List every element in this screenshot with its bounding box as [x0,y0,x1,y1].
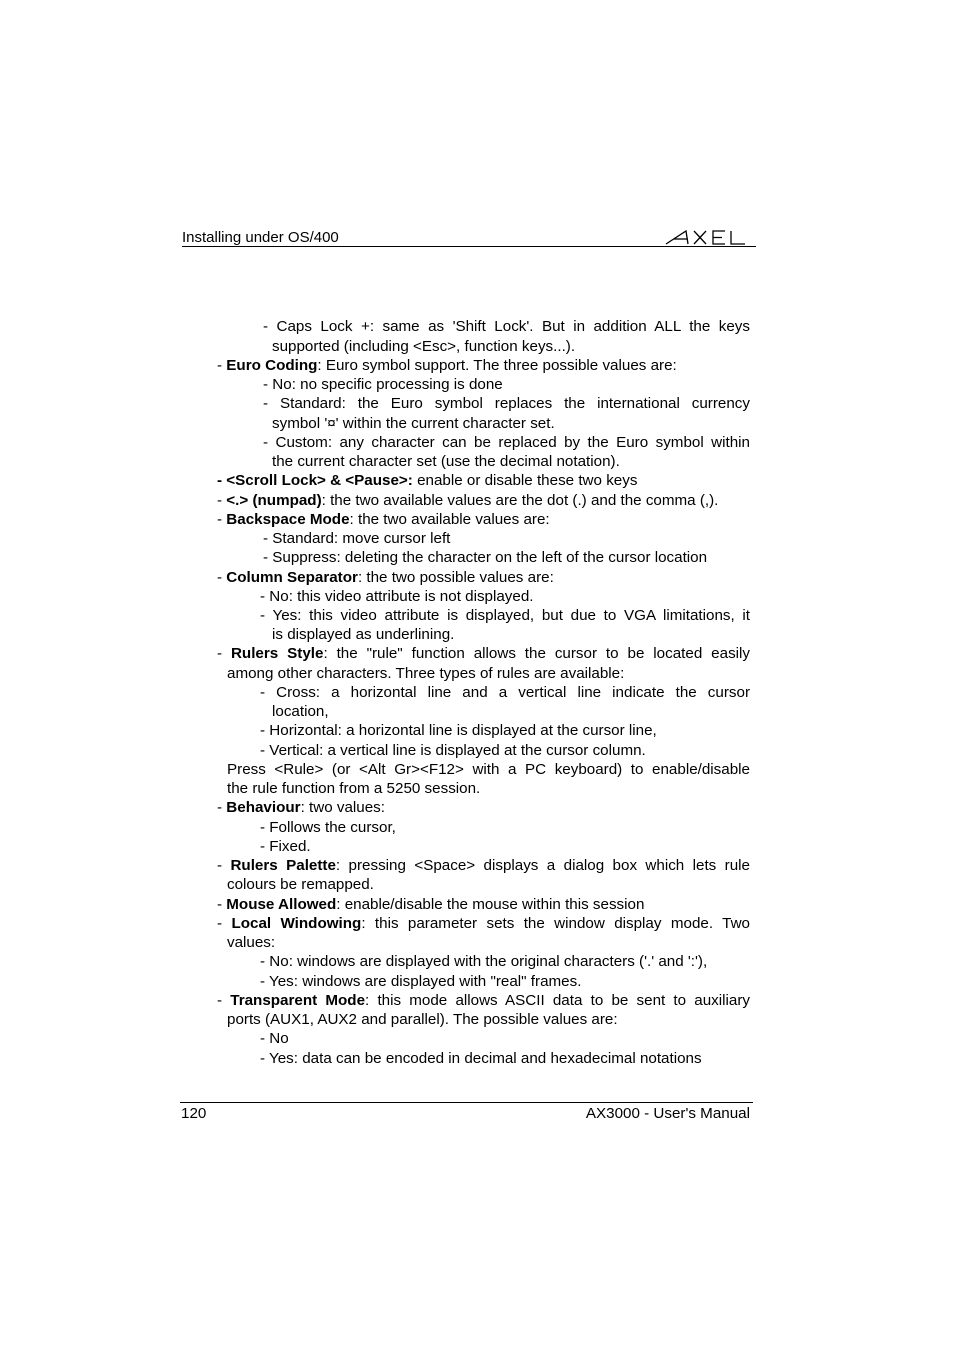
numpad-desc: : the two available values are the dot (.) and the comma (,). [321,492,719,509]
numpad-item: - <.> (numpad): the two available values are the dot (.) and the comma (,). [217,492,719,509]
rulers-palette-item [217,856,750,875]
scroll-lock-item [217,471,637,490]
rulers-cross-text: - Cross: a horizontal line and a vertical line indicate the cursor [260,684,750,701]
column-separator-item: - Column Separator: the two possible values are: [217,569,554,586]
behaviour-label: Behaviour [226,799,301,816]
press-rule-cont: the rule function from a 5250 session. [227,780,481,797]
transparent-mode-head: - Transparent Mode: this mode allows ASCII data to be sent to auxiliary [217,992,750,1009]
caps-lock-cont: supported (including <Esc>, function keys...). [272,338,576,355]
mouse-allowed-item: - Mouse Allowed: enable/disable the mouse within this session [217,896,645,913]
euro-coding-item: - Euro Coding: Euro symbol support. The three possible values are: [217,357,677,374]
column-separator-yes [260,606,750,625]
press-rule-text: Press <Rule> (or <Alt Gr><F12> with a PC keyboard) to enable/disable [227,761,750,778]
rulers-palette-cont: colours be remapped. [227,876,374,893]
euro-no: - No: no specific processing is done [263,376,503,393]
transparent-mode-item [217,991,750,1010]
backspace-item: - Backspace Mode: the two available values are: [217,511,550,528]
euro-custom-cont: the current character set (use the decimal notation). [272,453,620,470]
behaviour-fixed: - Fixed. [260,838,311,855]
rulers-cross-cont: location, [272,703,329,720]
caps-lock-text: - Caps Lock +: same as 'Shift Lock'. But in addition ALL the keys [263,318,750,335]
local-windowing-desc: : this parameter sets the window display mode. Two [361,915,750,932]
euro-coding-label: Euro Coding [226,357,318,374]
behaviour-item: - Behaviour: two values: [217,799,385,816]
local-windowing-yes: - Yes: windows are displayed with "real" frames. [260,973,582,990]
backspace-desc: : the two available values are: [349,511,550,528]
backspace-suppress: - Suppress: deleting the character on the left of the cursor location [263,549,708,566]
press-rule-line [227,760,750,779]
manual-title: AX3000 - User's Manual [585,1105,750,1122]
axel-logo [664,229,754,246]
local-windowing-no: - No: windows are displayed with the original characters ('.' and ':'), [260,953,708,970]
transparent-mode-desc: : this mode allows ASCII data to be sent to auxiliary [365,992,750,1009]
local-windowing-item [217,914,750,933]
transparent-mode-yes: - Yes: data can be encoded in decimal and hexadecimal notations [260,1050,702,1067]
numpad-label: <.> (numpad) [226,492,322,509]
local-windowing-cont: values: [227,934,276,951]
euro-standard-cont: symbol '¤' within the current character set. [272,415,555,432]
euro-custom-text: - Custom: any character can be replaced by the Euro symbol within [263,434,750,451]
rulers-palette-label: Rulers Palette [230,857,336,874]
euro-standard [263,394,750,413]
mouse-allowed-desc: : enable/disable the mouse within this session [336,896,645,913]
behaviour-follows: - Follows the cursor, [260,819,396,836]
rulers-style-head: - Rulers Style: the "rule" function allows the cursor to be located easily [217,645,751,662]
caps-lock-line [263,317,750,336]
rulers-style-desc: : the "rule" function allows the cursor to be located easily [323,645,751,662]
backspace-standard: - Standard: move cursor left [263,530,451,547]
backspace-label: Backspace Mode [226,511,350,528]
rulers-palette-desc: : pressing <Space> displays a dialog box which lets rule [335,857,750,874]
rulers-style-cont: among other characters. Three types of rules are available: [227,665,625,682]
transparent-mode-label: Transparent Mode [230,992,366,1009]
scroll-lock-desc: enable or disable these two keys [412,472,638,489]
rulers-style-item [217,644,750,663]
euro-standard-text: - Standard: the Euro symbol replaces the international currency [263,395,750,412]
column-separator-yes-cont: is displayed as underlining. [272,626,455,643]
transparent-mode-no: - No [260,1030,289,1047]
page-number: 120 [181,1105,207,1122]
scroll-lock-label: - <Scroll Lock> & <Pause>: [217,472,413,489]
rulers-style-label: Rulers Style [230,645,324,662]
transparent-mode-cont: ports (AUX1, AUX2 and parallel). The possible values are: [227,1011,618,1028]
rulers-palette-head: - Rulers Palette: pressing <Space> displays a dialog box which lets rule [217,857,750,874]
euro-coding-desc: : Euro symbol support. The three possible values are: [317,357,677,374]
local-windowing-label: Local Windowing [231,915,362,932]
page-header [182,228,756,247]
page-footer [180,1102,753,1122]
column-separator-yes-text: - Yes: this video attribute is displayed, but due to VGA limitations, it [260,607,750,624]
column-separator-no: - No: this video attribute is not displayed. [260,588,534,605]
column-separator-desc: : the two possible values are: [357,569,554,586]
column-separator-label: Column Separator [226,569,358,586]
rulers-cross [260,683,750,702]
local-windowing-head: - Local Windowing: this parameter sets the window display mode. Two [217,915,750,932]
euro-custom [263,433,750,452]
section-title: Installing under OS/400 [182,229,339,246]
behaviour-desc: : two values: [300,799,385,816]
rulers-horizontal: - Horizontal: a horizontal line is displayed at the cursor line, [260,722,657,739]
mouse-allowed-label: Mouse Allowed [226,896,337,913]
rulers-vertical: - Vertical: a vertical line is displayed at the cursor column. [260,742,646,759]
